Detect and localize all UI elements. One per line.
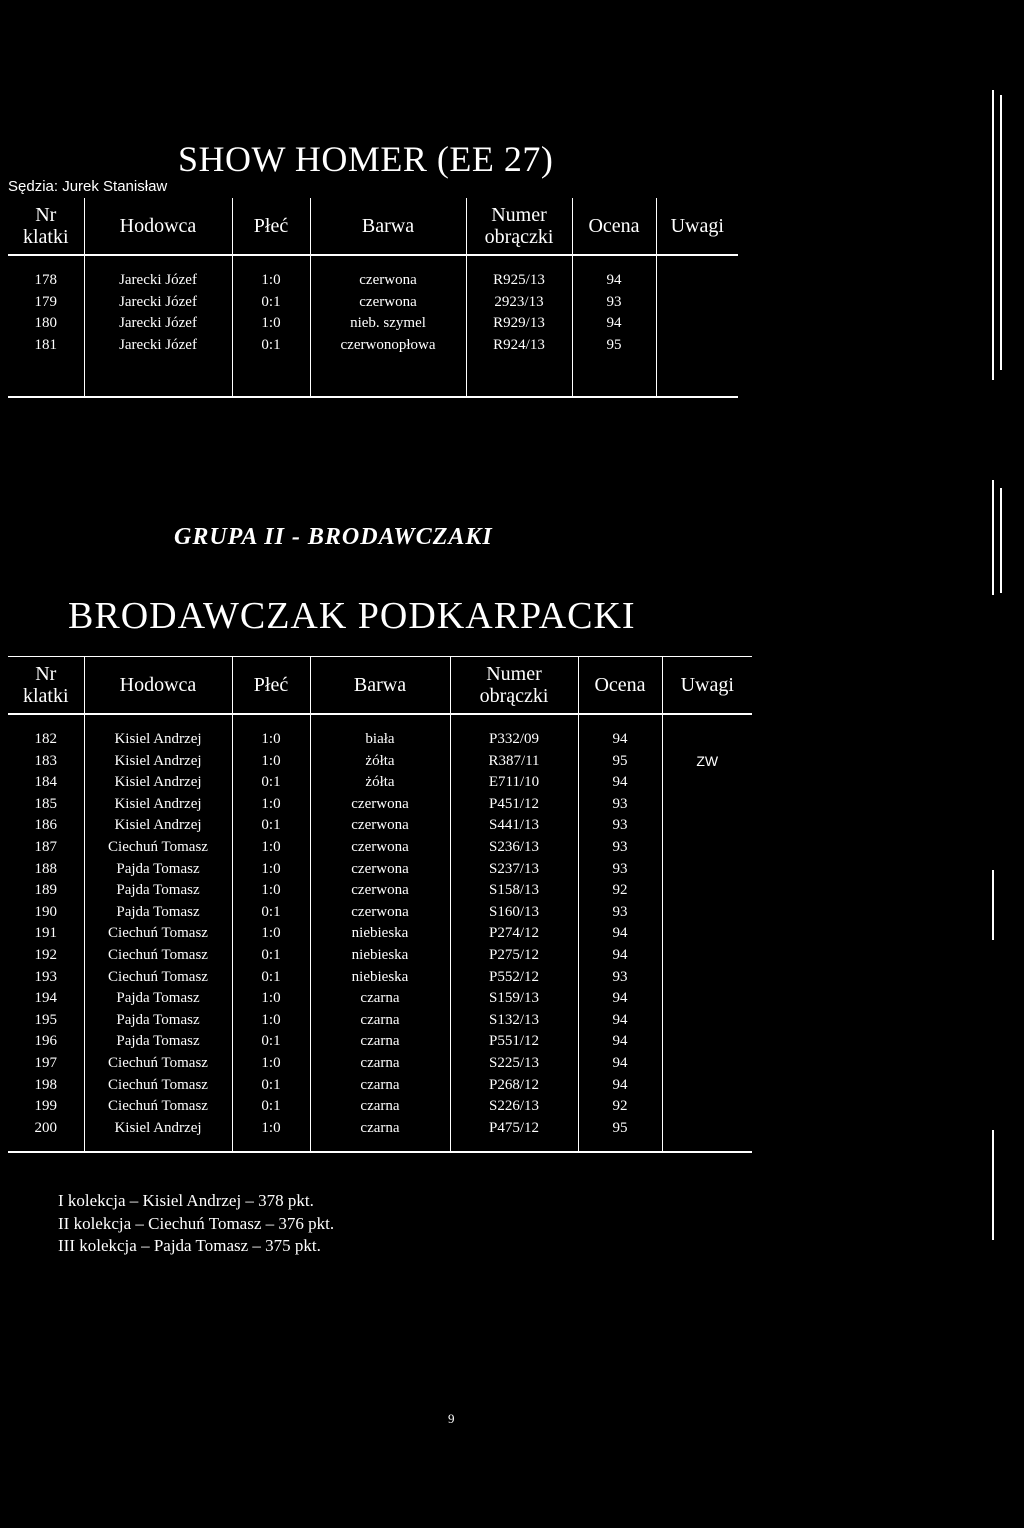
column-header <box>578 657 662 715</box>
table-cell: żółta <box>310 751 450 773</box>
column-header-label: Płeć <box>253 215 289 237</box>
table-row <box>8 772 752 794</box>
table-cell: 1:0 <box>232 313 310 335</box>
table-cell: Ciechuń Tomasz <box>84 967 232 989</box>
table-row <box>8 1118 752 1140</box>
table-cell: 94 <box>578 945 662 967</box>
table-row <box>8 1031 752 1053</box>
table-cell: 0:1 <box>232 292 310 314</box>
table-cell: Pajda Tomasz <box>84 859 232 881</box>
table-cell: czarna <box>310 1096 450 1118</box>
table-row <box>8 967 752 989</box>
column-header <box>572 198 656 255</box>
table-cell: 0:1 <box>232 967 310 989</box>
spacer-cell <box>310 255 466 270</box>
spacer-cell <box>84 356 232 397</box>
table-row <box>8 945 752 967</box>
table-cell: P552/12 <box>450 967 578 989</box>
spacer-cell <box>232 1139 310 1152</box>
spacer-cell <box>232 714 310 729</box>
table-cell: 194 <box>8 988 84 1010</box>
table-cell: 0:1 <box>232 772 310 794</box>
table-cell: P275/12 <box>450 945 578 967</box>
table-cell: Pajda Tomasz <box>84 880 232 902</box>
table-cell: 1:0 <box>232 751 310 773</box>
table-cell: 94 <box>578 923 662 945</box>
table-cell: 1:0 <box>232 794 310 816</box>
table-cell: 190 <box>8 902 84 924</box>
table-row <box>8 988 752 1010</box>
table-cell <box>656 270 738 292</box>
spacer-cell <box>8 255 84 270</box>
table-cell: czarna <box>310 1053 450 1075</box>
table-cell: Ciechuń Tomasz <box>84 1075 232 1097</box>
table-cell: 1:0 <box>232 880 310 902</box>
table-row <box>8 1096 752 1118</box>
spacer-cell <box>578 1139 662 1152</box>
table-cell: 94 <box>572 270 656 292</box>
spacer-cell <box>662 1139 752 1152</box>
table-cell: 188 <box>8 859 84 881</box>
column-header <box>450 657 578 715</box>
table-cell: 92 <box>578 880 662 902</box>
results-table-show-homer <box>8 198 738 398</box>
table-cell: ZW <box>662 751 752 773</box>
table-cell: czarna <box>310 1075 450 1097</box>
table-cell: P332/09 <box>450 729 578 751</box>
column-header-label: Uwagi <box>670 215 724 237</box>
table-cell: 187 <box>8 837 84 859</box>
table-cell: 92 <box>578 1096 662 1118</box>
table-cell: 93 <box>578 967 662 989</box>
table-cell: R929/13 <box>466 313 572 335</box>
table-cell: S236/13 <box>450 837 578 859</box>
table-cell <box>662 967 752 989</box>
collections-list <box>58 1190 334 1258</box>
table-cell: biała <box>310 729 450 751</box>
spacer-cell <box>232 255 310 270</box>
table-cell: niebieska <box>310 923 450 945</box>
table-cell: 94 <box>578 1010 662 1032</box>
table-cell <box>662 729 752 751</box>
table-cell: czerwonopłowa <box>310 335 466 357</box>
table-cell: 192 <box>8 945 84 967</box>
spacer-cell <box>450 714 578 729</box>
table-cell: 93 <box>578 902 662 924</box>
spacer-cell <box>232 356 310 397</box>
table-cell: 94 <box>578 772 662 794</box>
table-cell <box>662 1075 752 1097</box>
table-cell: 1:0 <box>232 923 310 945</box>
table-cell: czarna <box>310 988 450 1010</box>
column-header-label: Hodowca <box>119 215 197 237</box>
spacer-cell <box>466 255 572 270</box>
table-cell <box>662 1031 752 1053</box>
table-cell: Ciechuń Tomasz <box>84 837 232 859</box>
spacer-cell <box>84 255 232 270</box>
spacer-cell <box>572 356 656 397</box>
table-cell <box>662 1096 752 1118</box>
table-cell: Jarecki Józef <box>84 335 232 357</box>
table-cell: S441/13 <box>450 815 578 837</box>
table-cell: 185 <box>8 794 84 816</box>
table-row <box>8 815 752 837</box>
table-cell: 196 <box>8 1031 84 1053</box>
table-cell: 0:1 <box>232 1096 310 1118</box>
table-cell: 93 <box>578 837 662 859</box>
column-header <box>310 198 466 255</box>
table-cell: 0:1 <box>232 1031 310 1053</box>
table-cell: 1:0 <box>232 859 310 881</box>
table-cell: 0:1 <box>232 1075 310 1097</box>
collection-line: III kolekcja – Pajda Tomasz – 375 pkt. <box>58 1236 321 1255</box>
table-header-row <box>8 657 752 715</box>
column-header-label: Uwagi <box>680 674 734 696</box>
table-cell: Kisiel Andrzej <box>84 815 232 837</box>
table-cell: 195 <box>8 1010 84 1032</box>
group-title: GRUPA II - BRODAWCZAKI <box>174 524 493 550</box>
table-cell: 1:0 <box>232 988 310 1010</box>
table-cell: Pajda Tomasz <box>84 1031 232 1053</box>
column-header <box>232 657 310 715</box>
table-spacer-row <box>8 255 738 270</box>
table-cell: 95 <box>578 1118 662 1140</box>
table-cell: 189 <box>8 880 84 902</box>
column-header <box>8 198 84 255</box>
spacer-cell <box>572 255 656 270</box>
table-cell: czerwona <box>310 902 450 924</box>
table-cell: 93 <box>578 815 662 837</box>
table-cell: P475/12 <box>450 1118 578 1140</box>
collection-line: II kolekcja – Ciechuń Tomasz – 376 pkt. <box>58 1213 335 1233</box>
spacer-cell <box>8 1139 84 1152</box>
column-header-label: Numer <box>486 663 542 685</box>
table-row <box>8 1010 752 1032</box>
table-cell: R925/13 <box>466 270 572 292</box>
table-row <box>8 751 752 773</box>
table-row <box>8 923 752 945</box>
table-cell: żółta <box>310 772 450 794</box>
table-cell: 94 <box>578 1031 662 1053</box>
column-header <box>466 198 572 255</box>
table-cell: 197 <box>8 1053 84 1075</box>
column-header-label: Nr <box>35 204 57 226</box>
table-cell: 94 <box>578 1053 662 1075</box>
table-cell: P451/12 <box>450 794 578 816</box>
table-cell: czarna <box>310 1118 450 1140</box>
table-spacer-row <box>8 714 752 729</box>
table-cell: 94 <box>572 313 656 335</box>
table-cell: 94 <box>578 988 662 1010</box>
table-cell <box>662 837 752 859</box>
table-cell: 94 <box>578 1075 662 1097</box>
table-cell: czerwona <box>310 270 466 292</box>
table-cell: S225/13 <box>450 1053 578 1075</box>
table-cell: S160/13 <box>450 902 578 924</box>
column-header <box>232 198 310 255</box>
table-cell: 198 <box>8 1075 84 1097</box>
margin-line <box>992 480 994 595</box>
table-cell: Ciechuń Tomasz <box>84 1053 232 1075</box>
table-cell <box>662 815 752 837</box>
table-cell: S226/13 <box>450 1096 578 1118</box>
column-header-label: Płeć <box>253 674 289 696</box>
table-cell: Kisiel Andrzej <box>84 1118 232 1140</box>
table-cell: Jarecki Józef <box>84 292 232 314</box>
table-cell: 182 <box>8 729 84 751</box>
column-header-sublabel: obrączki <box>484 226 554 248</box>
table-cell <box>662 880 752 902</box>
table-cell: niebieska <box>310 945 450 967</box>
column-header <box>8 657 84 715</box>
table-cell: 179 <box>8 292 84 314</box>
table-row <box>8 880 752 902</box>
table-spacer-row <box>8 1139 752 1152</box>
spacer-cell <box>466 356 572 397</box>
table-cell: czarna <box>310 1010 450 1032</box>
table-cell <box>662 902 752 924</box>
table-cell: S159/13 <box>450 988 578 1010</box>
table-cell: 191 <box>8 923 84 945</box>
table-cell: 1:0 <box>232 1053 310 1075</box>
table-cell: czarna <box>310 1031 450 1053</box>
table-header-row <box>8 198 738 255</box>
margin-line <box>992 870 994 940</box>
table-cell: 186 <box>8 815 84 837</box>
margin-line <box>1000 95 1002 370</box>
column-header <box>84 198 232 255</box>
table-cell <box>662 1053 752 1075</box>
table-cell: Pajda Tomasz <box>84 1010 232 1032</box>
table-cell: 0:1 <box>232 335 310 357</box>
table-cell: P268/12 <box>450 1075 578 1097</box>
spacer-cell <box>84 714 232 729</box>
table-cell: 95 <box>578 751 662 773</box>
table-cell: Pajda Tomasz <box>84 988 232 1010</box>
spacer-cell <box>84 1139 232 1152</box>
table-cell: Ciechuń Tomasz <box>84 1096 232 1118</box>
page-number: 9 <box>448 1411 455 1426</box>
table-cell: 1:0 <box>232 1118 310 1140</box>
table-cell: 93 <box>572 292 656 314</box>
margin-line <box>1000 488 1002 593</box>
table-cell: Kisiel Andrzej <box>84 772 232 794</box>
table-cell <box>656 335 738 357</box>
table-cell: 193 <box>8 967 84 989</box>
table-cell: S158/13 <box>450 880 578 902</box>
table-cell: 0:1 <box>232 815 310 837</box>
table-cell: 184 <box>8 772 84 794</box>
table-cell <box>662 772 752 794</box>
margin-line <box>992 1130 994 1240</box>
table-cell <box>662 988 752 1010</box>
spacer-cell <box>656 255 738 270</box>
table-cell: S132/13 <box>450 1010 578 1032</box>
column-header-label: Ocena <box>594 674 646 696</box>
table-cell: 94 <box>578 729 662 751</box>
table-cell: Jarecki Józef <box>84 313 232 335</box>
table-cell: Pajda Tomasz <box>84 902 232 924</box>
table-row <box>8 270 738 292</box>
spacer-cell <box>8 714 84 729</box>
table-cell: czerwona <box>310 292 466 314</box>
table-spacer-row <box>8 356 738 397</box>
table-row <box>8 335 738 357</box>
table-cell: Ciechuń Tomasz <box>84 923 232 945</box>
judge-label: Sędzia: Jurek Stanisław <box>8 178 168 195</box>
table-cell: 183 <box>8 751 84 773</box>
table-cell <box>662 945 752 967</box>
column-header-sublabel: obrączki <box>479 685 549 707</box>
table-row <box>8 902 752 924</box>
table-row <box>8 837 752 859</box>
table-cell: nieb. szymel <box>310 313 466 335</box>
table-cell <box>662 923 752 945</box>
table-cell: 95 <box>572 335 656 357</box>
spacer-cell <box>8 356 84 397</box>
table-cell: P551/12 <box>450 1031 578 1053</box>
spacer-cell <box>450 1139 578 1152</box>
table-cell: 180 <box>8 313 84 335</box>
column-header-label: Barwa <box>353 674 407 696</box>
table-cell: 93 <box>578 859 662 881</box>
breed-title: BRODAWCZAK PODKARPACKI <box>68 595 636 637</box>
table-cell <box>662 1010 752 1032</box>
table-cell: S237/13 <box>450 859 578 881</box>
spacer-cell <box>310 1139 450 1152</box>
table-cell: Kisiel Andrzej <box>84 751 232 773</box>
table-cell <box>656 292 738 314</box>
table-cell: czerwona <box>310 794 450 816</box>
spacer-cell <box>662 714 752 729</box>
table-cell: 178 <box>8 270 84 292</box>
spacer-cell <box>310 714 450 729</box>
table-row <box>8 1053 752 1075</box>
table-cell: R924/13 <box>466 335 572 357</box>
table-cell: czerwona <box>310 815 450 837</box>
table-cell: 1:0 <box>232 1010 310 1032</box>
column-header <box>84 657 232 715</box>
spacer-cell <box>310 356 466 397</box>
table-cell: Kisiel Andrzej <box>84 794 232 816</box>
margin-line <box>992 90 994 380</box>
table-cell: czerwona <box>310 880 450 902</box>
table-row <box>8 292 738 314</box>
table-cell: R387/11 <box>450 751 578 773</box>
table-cell: 199 <box>8 1096 84 1118</box>
table-cell: 93 <box>578 794 662 816</box>
column-header <box>310 657 450 715</box>
column-header-label: Ocena <box>588 215 640 237</box>
column-header-label: Hodowca <box>119 674 197 696</box>
table-cell: 181 <box>8 335 84 357</box>
table-row <box>8 729 752 751</box>
table-cell: 200 <box>8 1118 84 1140</box>
results-table-brodawczak <box>8 656 752 1153</box>
table-cell <box>662 859 752 881</box>
table-cell: 1:0 <box>232 270 310 292</box>
column-header-sublabel: klatki <box>22 226 69 248</box>
collection-line: I kolekcja – Kisiel Andrzej – 378 pkt. <box>58 1191 314 1210</box>
table-row <box>8 794 752 816</box>
table-cell: 0:1 <box>232 945 310 967</box>
table-cell: czerwona <box>310 837 450 859</box>
table-cell: czerwona <box>310 859 450 881</box>
table-cell: Ciechuń Tomasz <box>84 945 232 967</box>
show-title: SHOW HOMER (EE 27) <box>178 139 554 179</box>
table-row <box>8 1075 752 1097</box>
table-body <box>8 255 738 397</box>
table-body <box>8 714 752 1152</box>
column-header <box>656 198 738 255</box>
table-row <box>8 313 738 335</box>
table-cell: P274/12 <box>450 923 578 945</box>
table-cell: niebieska <box>310 967 450 989</box>
column-header <box>662 657 752 715</box>
table-cell: 1:0 <box>232 729 310 751</box>
table-row <box>8 859 752 881</box>
table-cell: Jarecki Józef <box>84 270 232 292</box>
column-header-label: Numer <box>491 204 547 226</box>
table-cell: 2923/13 <box>466 292 572 314</box>
table-cell <box>656 313 738 335</box>
spacer-cell <box>656 356 738 397</box>
column-header-sublabel: klatki <box>22 685 69 707</box>
table-cell: E711/10 <box>450 772 578 794</box>
table-cell: 0:1 <box>232 902 310 924</box>
column-header-label: Barwa <box>361 215 415 237</box>
table-cell: Kisiel Andrzej <box>84 729 232 751</box>
table-cell <box>662 794 752 816</box>
table-cell: 1:0 <box>232 837 310 859</box>
spacer-cell <box>578 714 662 729</box>
column-header-label: Nr <box>35 663 57 685</box>
table-cell <box>662 1118 752 1140</box>
